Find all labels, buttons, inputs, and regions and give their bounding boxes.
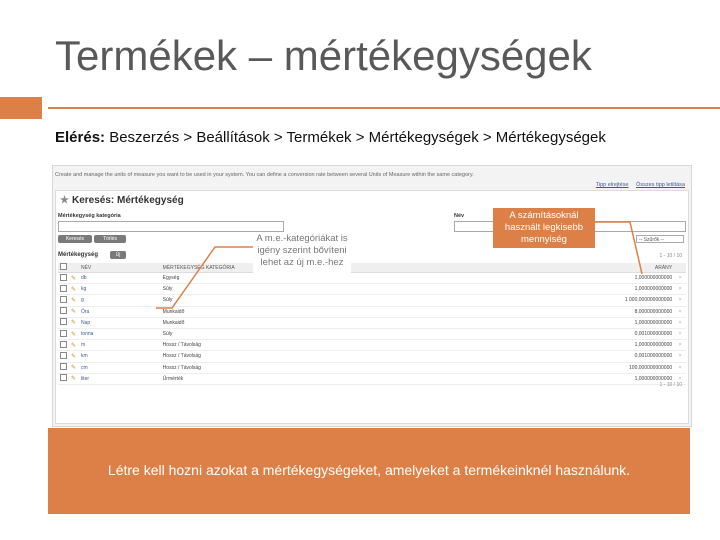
row-category: Egység xyxy=(161,273,572,284)
slide-title: Termékek – mértékegységek xyxy=(55,32,592,79)
table-row[interactable] xyxy=(58,351,686,362)
row-ratio: 1,000000000000 xyxy=(572,373,674,384)
delete-icon[interactable]: × xyxy=(674,362,686,373)
row-category: Súly xyxy=(161,284,572,295)
row-category: Űrmérték xyxy=(161,373,572,384)
delete-icon[interactable]: × xyxy=(674,295,686,306)
table-row[interactable] xyxy=(58,317,686,328)
delete-icon[interactable]: × xyxy=(674,273,686,284)
delete-icon[interactable]: × xyxy=(674,284,686,295)
table-header-row xyxy=(58,263,686,273)
row-category: Munkaidő xyxy=(161,306,572,317)
table-row[interactable] xyxy=(58,340,686,351)
row-ratio: 1,000000000000 xyxy=(572,317,674,328)
row-name[interactable]: liter xyxy=(79,373,161,384)
row-ratio: 0,001000000000 xyxy=(572,328,674,339)
col-category[interactable]: MÉRTÉKEGYSÉG KATEGÓRIA xyxy=(161,263,572,273)
row-name[interactable]: cm xyxy=(79,362,161,373)
list-label: Mértékegység xyxy=(58,252,99,258)
delete-icon[interactable]: × xyxy=(674,340,686,351)
table-row[interactable] xyxy=(58,373,686,384)
row-checkbox[interactable] xyxy=(58,328,69,339)
category-filter-input[interactable] xyxy=(58,221,284,232)
row-category: Hossz / Távolság xyxy=(161,340,572,351)
new-button[interactable]: Új xyxy=(110,251,126,259)
pencil-icon[interactable]: ✎ xyxy=(69,273,79,284)
access-breadcrumb: Beszerzés > Beállítások > Termékek > Mértékegységek > Mértékegységek xyxy=(105,129,606,146)
row-ratio: 8,000000000000 xyxy=(572,306,674,317)
accent-rule xyxy=(48,97,720,119)
row-ratio: 1,000000000000 xyxy=(572,284,674,295)
pager-top[interactable]: 1 - 10 / 10 xyxy=(659,253,682,259)
select-all-checkbox[interactable] xyxy=(58,263,69,273)
delete-icon[interactable]: × xyxy=(674,306,686,317)
name-filter-label: Név xyxy=(454,213,465,219)
accent-bar xyxy=(0,97,42,119)
col-name[interactable]: NÉV xyxy=(79,263,161,273)
access-path xyxy=(55,128,675,148)
pencil-icon[interactable]: ✎ xyxy=(69,306,79,317)
row-category: Hossz / Távolság xyxy=(161,351,572,362)
star-icon[interactable]: ★ xyxy=(60,195,69,206)
category-filter-label: Mértékegység kategória xyxy=(58,213,121,219)
filter-select[interactable]: -- Szűrők -- xyxy=(636,235,684,243)
row-category: Munkaidő xyxy=(161,317,572,328)
category-callout: A m.e.-kategóriákat is igény szerint bővíteni lehet az új m.e.-hez xyxy=(253,233,351,281)
col-ratio[interactable]: ARÁNY xyxy=(572,263,674,273)
delete-icon[interactable]: × xyxy=(674,317,686,328)
row-name[interactable]: kg xyxy=(79,284,161,295)
table-row[interactable] xyxy=(58,328,686,339)
row-name[interactable]: Óra xyxy=(79,306,161,317)
pencil-icon[interactable]: ✎ xyxy=(69,362,79,373)
panel-title xyxy=(60,195,184,206)
uom-table xyxy=(58,263,686,385)
pencil-icon[interactable]: ✎ xyxy=(69,373,79,384)
pencil-icon[interactable]: ✎ xyxy=(69,328,79,339)
row-ratio: 100,000000000000 xyxy=(572,362,674,373)
pencil-icon[interactable]: ✎ xyxy=(69,351,79,362)
panel-title-text: Keresés: Mértékegység xyxy=(71,195,184,206)
delete-icon[interactable]: × xyxy=(674,351,686,362)
row-name[interactable]: db xyxy=(79,273,161,284)
row-category: Hossz / Távolság xyxy=(161,362,572,373)
row-name[interactable]: m xyxy=(79,340,161,351)
row-checkbox[interactable] xyxy=(58,373,69,384)
row-name[interactable]: km xyxy=(79,351,161,362)
access-label: Elérés: xyxy=(55,129,106,146)
pager-bottom[interactable]: 1 - 10 / 10 xyxy=(659,382,682,388)
row-checkbox[interactable] xyxy=(58,273,69,284)
app-screenshot xyxy=(52,165,692,427)
disable-tips-link[interactable]: Összes tipp letiltása xyxy=(636,182,685,188)
pencil-icon[interactable]: ✎ xyxy=(69,295,79,306)
table-row[interactable] xyxy=(58,362,686,373)
row-ratio: 1,000000000000 xyxy=(572,340,674,351)
row-ratio: 0,001000000000 xyxy=(572,351,674,362)
table-row[interactable] xyxy=(58,273,686,284)
table-row[interactable] xyxy=(58,295,686,306)
intro-text: Create and manage the units of measure you want to be used in your system. You can define a conversion rate between several Units of Measure within the same category. xyxy=(55,172,474,178)
row-checkbox[interactable] xyxy=(58,340,69,351)
pencil-icon[interactable]: ✎ xyxy=(69,317,79,328)
hide-tip-link[interactable]: Tipp elrejtése xyxy=(595,182,629,188)
banner-text: Létre kell hozni azokat a mértékegységeket, amelyeket a termékeinknél használunk. xyxy=(107,462,631,478)
delete-icon[interactable]: × xyxy=(674,328,686,339)
row-checkbox[interactable] xyxy=(58,317,69,328)
table-row[interactable] xyxy=(58,284,686,295)
row-checkbox[interactable] xyxy=(58,295,69,306)
pencil-icon[interactable]: ✎ xyxy=(69,284,79,295)
pencil-icon[interactable]: ✎ xyxy=(69,340,79,351)
row-name[interactable]: Nap xyxy=(79,317,161,328)
help-links xyxy=(590,182,685,188)
row-ratio: 1,000000000000 xyxy=(572,273,674,284)
row-category: Súly xyxy=(161,295,572,306)
row-name[interactable]: tonna xyxy=(79,328,161,339)
row-checkbox[interactable] xyxy=(58,284,69,295)
row-checkbox[interactable] xyxy=(58,351,69,362)
row-name[interactable]: g xyxy=(79,295,161,306)
clear-button[interactable]: Törlés xyxy=(94,235,126,243)
row-checkbox[interactable] xyxy=(58,306,69,317)
row-checkbox[interactable] xyxy=(58,362,69,373)
row-ratio: 1 000,000000000000 xyxy=(572,295,674,306)
row-category: Súly xyxy=(161,328,572,339)
summary-banner xyxy=(48,428,690,514)
ratio-callout: A számításoknál használt legkisebb mennyiség xyxy=(493,208,595,248)
delete-icon[interactable]: × xyxy=(674,373,686,384)
table-row[interactable] xyxy=(58,306,686,317)
search-button[interactable]: Keresés xyxy=(58,235,92,243)
